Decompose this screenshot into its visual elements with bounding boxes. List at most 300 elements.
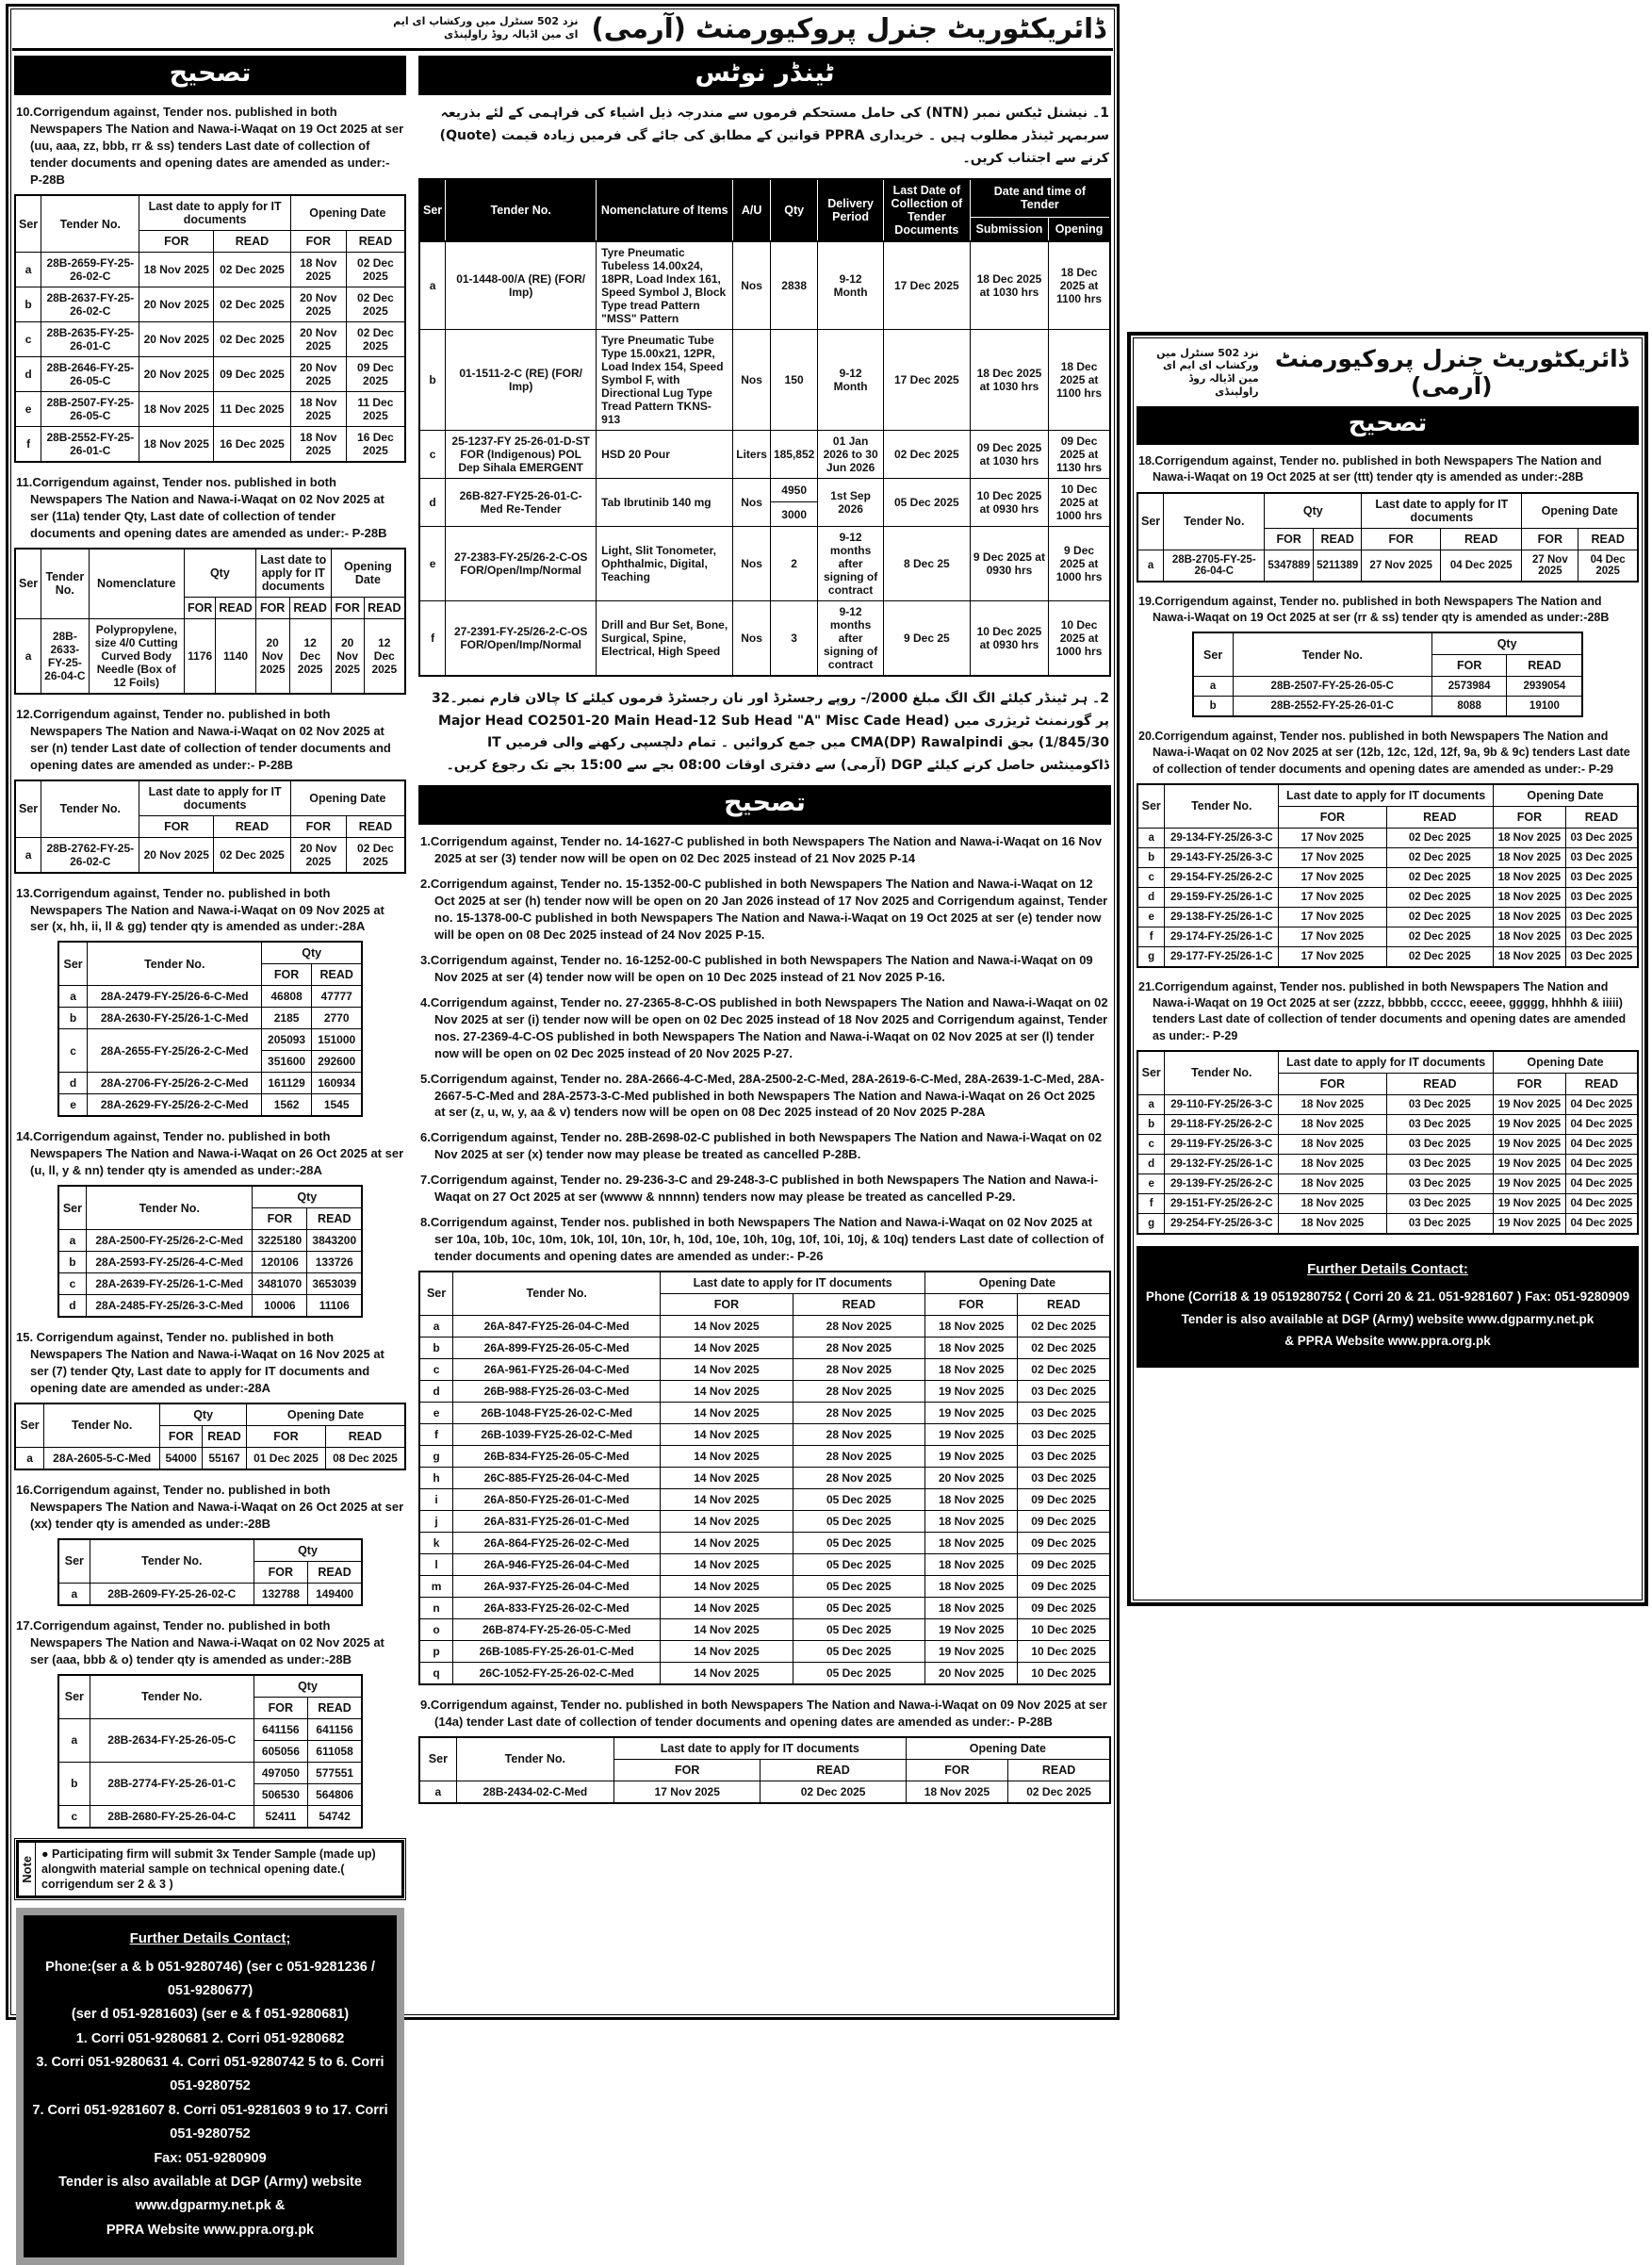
- table-cell: 29-139-FY-25/26-2-C: [1165, 1174, 1279, 1193]
- column-header: Opening Date: [247, 1403, 405, 1426]
- column-header: Submission: [970, 217, 1048, 240]
- table-cell: 19 Nov 2025: [925, 1445, 1018, 1467]
- table-cell: c: [58, 1273, 87, 1295]
- masthead-right: [1137, 341, 1639, 403]
- column-header: FOR: [1279, 1073, 1386, 1094]
- table-cell: 506530: [254, 1783, 307, 1805]
- column-header: Tender No.: [1233, 632, 1431, 677]
- column-header: Tender No.: [1165, 784, 1279, 829]
- table-cell: f: [1137, 1193, 1165, 1213]
- column-header: FOR: [925, 1293, 1018, 1315]
- table-row: [419, 1553, 1110, 1575]
- column-header: Opening Date: [1494, 1051, 1638, 1074]
- table-cell: 28A-2630-FY-25/26-1-C-Med: [88, 1008, 262, 1029]
- table-cell: g: [1137, 1213, 1165, 1234]
- column-header: FOR: [331, 597, 364, 618]
- table-row: [419, 1575, 1110, 1597]
- tender-notice-banner: ٹینڈر نوٹس: [418, 56, 1111, 95]
- table-cell: 18 Nov 2025: [925, 1532, 1018, 1553]
- table-cell: a: [419, 241, 446, 330]
- table-cell: 26B-1085-FY-25-26-01-C-Med: [453, 1640, 661, 1662]
- table-cell: 2573984: [1431, 677, 1507, 697]
- column-header: READ: [214, 231, 291, 253]
- table-header-row: [1193, 632, 1583, 655]
- table-cell: 185,852: [770, 430, 817, 478]
- table-cell: 29-154-FY-25/26-2-C: [1165, 867, 1279, 887]
- table-row: [419, 1445, 1110, 1467]
- column-header: READ: [793, 1293, 924, 1315]
- table-cell: 28A-2655-FY-25/26-2-C-Med: [88, 1029, 262, 1073]
- corrigendum-16-paragraph: 16.Corrigendum against, Tender no. published in both Newspapers The Nation and Nawa-i-Waqat on 26 Oct 2025 at ser (xx) tender qty is amended as under:-28B: [16, 1482, 404, 1531]
- table-cell: 03 Dec 2025: [1018, 1467, 1110, 1488]
- table-cell: 05 Dec 2025: [793, 1597, 924, 1618]
- table-row: [58, 1073, 362, 1094]
- column-header: Last date to apply for IT documents: [139, 195, 290, 231]
- table-cell: 2838: [770, 241, 817, 330]
- table-cell: 18 Nov 2025: [139, 392, 214, 427]
- column-header: READ: [1565, 806, 1638, 828]
- table-cell: 17 Nov 2025: [1279, 907, 1386, 927]
- contact-line: PPRA Website www.ppra.org.pk: [106, 2222, 315, 2238]
- table-header-row: [58, 942, 362, 964]
- table-cell: 27 Nov 2025: [1522, 550, 1578, 582]
- table-row: [419, 1467, 1110, 1488]
- directorate-title-urdu: ڈائریکٹوریٹ جنرل پروکیورمنٹ (آرمی): [591, 12, 1105, 44]
- table-row: [58, 1295, 362, 1318]
- table-cell: 02 Dec 2025: [1018, 1358, 1110, 1380]
- column-header: Last date to apply for IT documents: [255, 549, 331, 598]
- table-cell: a: [58, 1583, 90, 1605]
- table-cell: 28A-2500-FY-25/26-2-C-Med: [87, 1230, 253, 1252]
- table-header-row: [15, 780, 405, 816]
- table-cell: 03 Dec 2025: [1386, 1154, 1493, 1174]
- table-cell: 26A-864-FY25-26-02-C-Med: [453, 1532, 661, 1553]
- table-cell: 19 Nov 2025: [925, 1640, 1018, 1662]
- table-cell: 03 Dec 2025: [1565, 946, 1638, 967]
- table-cell: 1140: [216, 618, 255, 694]
- table-cell: 9-12 Month: [818, 241, 884, 330]
- table-cell: 9-12 months after signing of contract: [818, 526, 884, 600]
- table-header-row: [1137, 1051, 1638, 1074]
- table-cell: k: [419, 1532, 453, 1553]
- table-cell: 29-132-FY-25/26-1-C: [1165, 1154, 1279, 1174]
- table-cell: l: [419, 1553, 453, 1575]
- table-row: [58, 1029, 362, 1051]
- table-cell: 05 Dec 2025: [793, 1488, 924, 1510]
- table-cell: 09 Dec 2025: [1018, 1575, 1110, 1597]
- corrigendum-11-paragraph: 11.Corrigendum against, Tender nos. published in both Newspapers The Nation and Nawa-i-Waqat on 02 Nov 2025 at ser (11a) tender Qty, Last date of collection of tender documents and opening dates are amended as under:- P-28B: [16, 475, 387, 540]
- table-cell: 205093: [262, 1029, 312, 1051]
- table-row: [419, 1662, 1110, 1684]
- table-cell: 26A-961-FY25-26-04-C-Med: [453, 1358, 661, 1380]
- table-cell: e: [58, 1094, 88, 1117]
- correction-banner-left: تصحیح: [14, 56, 406, 95]
- table-row: [419, 1358, 1110, 1380]
- column-header: FOR: [613, 1759, 761, 1781]
- table-cell: 29-134-FY-25/26-3-C: [1165, 828, 1279, 847]
- column-header: READ: [1008, 1759, 1110, 1781]
- table-cell: 9 Dec 25: [883, 600, 970, 676]
- table-cell: a: [15, 618, 41, 694]
- table-cell: 3225180: [253, 1230, 307, 1252]
- table-header-row: [1137, 784, 1638, 807]
- table-row: [1137, 828, 1638, 847]
- column-header: Ser: [58, 1186, 87, 1230]
- table-cell: 3: [770, 600, 817, 676]
- table-cell: 19 Nov 2025: [1494, 1094, 1566, 1114]
- corrigendum-4-paragraph: 4.Corrigendum against, Tender no. 27-2365-8-C-OS published in both Newspapers The Nation and Nawa-i-Waqat on 02 Nov 2025 at ser (i) tender now will be open on 02 Dec 2025 instead of 18 Nov 2025 and Corrigendum against, Tender nos. 27-2369-4-C-OS published in both Newspapers The Nation and Nawa-i-Waqat on 02 Nov 2025 at ser (l) tender now will be open on 02 Dec 2025 instead of 20 Nov 2025 P-27.: [420, 994, 1108, 1060]
- table-cell: 28A-2593-FY-25/26-4-C-Med: [87, 1252, 253, 1273]
- table-cell: a: [1137, 828, 1165, 847]
- table-cell: 17 Nov 2025: [613, 1781, 761, 1803]
- table-cell: 14 Nov 2025: [661, 1423, 793, 1445]
- column-header: FOR: [254, 1697, 307, 1718]
- column-header: Ser: [58, 942, 88, 986]
- contact-box-right: [1137, 1246, 1639, 1368]
- table-row: [58, 1718, 362, 1740]
- table-cell: 28A-2485-FY-25/26-3-C-Med: [87, 1295, 253, 1318]
- table-cell: 28B-2434-02-C-Med: [456, 1781, 613, 1803]
- table-cell: c: [58, 1029, 88, 1073]
- table-cell: 02 Dec 2025: [214, 287, 291, 322]
- table-cell: 03 Dec 2025: [1018, 1402, 1110, 1423]
- table-cell: 09 Dec 2025: [1018, 1510, 1110, 1532]
- table-cell: 20 Nov 2025: [331, 618, 364, 694]
- table-cell: 09 Dec 2025: [214, 357, 291, 392]
- table-cell: 02 Dec 2025: [1386, 907, 1493, 927]
- table-header-row: [419, 1737, 1110, 1760]
- tender-notice-column: [412, 51, 1113, 1815]
- corrigendum-13-paragraph: 13.Corrigendum against, Tender no. published in both Newspapers The Nation and Nawa-i-Waqat on 09 Nov 2025 at ser (x, hh, ii, ll & gg) tender qty is amended as under:-28A: [16, 885, 384, 934]
- contact-line: Tender is also available at DGP (Army) website www.dgparmy.net.pk: [1181, 1311, 1595, 1326]
- table-cell: e: [15, 392, 41, 427]
- table-cell: 14 Nov 2025: [661, 1467, 793, 1488]
- table-cell: 19100: [1507, 697, 1582, 717]
- table-cell: 02 Dec 2025: [1018, 1315, 1110, 1337]
- table-cell: 14 Nov 2025: [661, 1532, 793, 1553]
- table-cell: m: [419, 1575, 453, 1597]
- table-cell: 54742: [307, 1805, 362, 1828]
- table-row: [15, 837, 405, 873]
- table-cell: 47777: [312, 986, 363, 1008]
- column-header: Tender No.: [41, 549, 89, 619]
- column-header: READ: [1507, 655, 1582, 677]
- corrigendum-2-paragraph: 2.Corrigendum against, Tender no. 15-1352-00-C published in both Newspapers The Nation and Nawa-i-Waqat on 12 Oct 2025 at ser (h) tender now will be open on 20 Jan 2026 instead of 17 Nov 2025 and Corrigendum against, Tender no. 15-1378-00-C published in both Newspapers The Nation and Nawa-i-Waqat on 19 Oct 2025 at ser (e) tender now will be open on 08 Dec 2025 instead of 24 Nov 2025 P-15.: [420, 877, 1108, 943]
- table-cell: 03 Dec 2025: [1565, 887, 1638, 907]
- table-cell: 28 Nov 2025: [793, 1315, 924, 1337]
- table-cell: a: [1193, 677, 1234, 697]
- table-cell: 08 Dec 2025: [325, 1447, 405, 1469]
- column-header: FOR: [184, 597, 215, 618]
- table-cell: 04 Dec 2025: [1565, 1114, 1638, 1134]
- column-header: Ser: [419, 1737, 456, 1781]
- table-cell: e: [419, 526, 446, 600]
- column-header: Tender No.: [453, 1272, 661, 1316]
- column-header: Qty: [253, 1186, 362, 1208]
- corrigendum-17-paragraph: 17.Corrigendum against, Tender no. published in both Newspapers The Nation and Nawa-i-Waqat on 02 Nov 2025 at ser (aaa, bbb & o) tender qty is amended as under:-28B: [16, 1617, 384, 1666]
- table-row: [15, 392, 405, 427]
- table-cell: 17 Dec 2025: [883, 329, 970, 430]
- table-cell: 27-2383-FY-25/26-2-C-OS FOR/Open/Imp/Normal: [446, 526, 597, 600]
- table-cell: 28B-2762-FY-25-26-02-C: [41, 837, 139, 873]
- table-cell: 28B-2637-FY-25-26-02-C: [41, 287, 139, 322]
- column-header: FOR: [139, 815, 214, 837]
- table-cell: 28B-2507-FY-25-26-05-C: [41, 392, 139, 427]
- corrigendum-14-paragraph: 14.Corrigendum against, Tender no. published in both Newspapers The Nation and Nawa-i-Waqat on 26 Oct 2025 at ser (u, ll, y & nn) tender qty is amended as under:-28A: [16, 1129, 404, 1178]
- column-header: Opening Date: [906, 1737, 1110, 1760]
- table-header-row: [15, 549, 405, 598]
- table-cell: 03 Dec 2025: [1386, 1134, 1493, 1154]
- table-cell: 10 Dec 2025: [1018, 1640, 1110, 1662]
- column-header: Ser: [419, 1272, 453, 1316]
- column-header: FOR: [247, 1425, 326, 1447]
- table-cell: 02 Dec 2025: [214, 322, 291, 357]
- table-cell: 25-1237-FY 25-26-01-D-ST FOR (Indigenous) POL Dep Sihala EMERGENT: [446, 430, 597, 478]
- table-cell: 20 Nov 2025: [290, 322, 346, 357]
- table-cell: 26B-874-FY-25-26-05-C-Med: [453, 1618, 661, 1640]
- table-cell: 2: [770, 526, 817, 600]
- table-cell: 02 Dec 2025: [1008, 1781, 1110, 1803]
- table-cell: 03 Dec 2025: [1565, 927, 1638, 946]
- column-header: Ser: [15, 1403, 44, 1448]
- column-header: FOR: [1494, 806, 1566, 828]
- corrigendum-3-paragraph: 3.Corrigendum against, Tender no. 16-1252-00-C published in both Newspapers The Nation and Nawa-i-Waqat on 09 Nov 2025 at ser (4) tender now will be open on 10 Dec 2025 instead of 21 Nov 2025 P-16.: [420, 952, 1093, 984]
- corrigendum-21-paragraph: 21.Corrigendum against, Tender nos. published in both Newspapers The Nation and Nawa-i-Waqat on 19 Oct 2025 at ser (zzzz, bbbbb, ccccc, eeeee, ggggg, hhhhh & iiiii) tenders Last date of collection of tender documents and opening dates are amended as under:- P-29: [1138, 979, 1627, 1042]
- table-cell: 18 Nov 2025: [1279, 1154, 1386, 1174]
- table-row: [1137, 1094, 1638, 1114]
- contact-line: (ser d 051-9281603) (ser e & f 051-9280681): [71, 2007, 350, 2023]
- table-cell: 18 Nov 2025: [139, 427, 214, 463]
- table-cell: 20 Nov 2025: [925, 1662, 1018, 1684]
- contact-line: Tender is also available at DGP (Army) website www.dgparmy.net.pk &: [58, 2174, 362, 2214]
- column-header: Qty: [254, 1539, 362, 1562]
- table-cell: 02 Dec 2025: [346, 837, 405, 873]
- table-cell: Nos: [733, 478, 771, 526]
- table-row: [58, 1008, 362, 1029]
- column-header: FOR: [1362, 528, 1441, 550]
- table-row: [1193, 697, 1583, 717]
- table-cell: 46808: [262, 986, 312, 1008]
- corrigendum-15-paragraph: 15. Corrigendum against, Tender no. published in both Newspapers The Nation and Nawa-i-Waqat on 16 Nov 2025 at ser (7) tender Qty, Last date to apply for IT documents and opening date are amended as under:-28A: [16, 1330, 384, 1396]
- corrigendum-7-paragraph: 7.Corrigendum against, Tender no. 29-236-3-C and 29-248-3-C published in both Newspapers The Nation and Nawa-i-Waqat on 27 Oct 2025 at ser (wwww & nnnnn) tenders now may please be treated as cancelled P-29.: [420, 1173, 1099, 1205]
- table-cell: 20 Nov 2025: [290, 837, 346, 873]
- table-cell: 29-138-FY-25/26-1-C: [1165, 907, 1279, 927]
- table-row: [419, 1315, 1110, 1337]
- column-header: Ser: [1137, 784, 1165, 829]
- column-header: Tender No.: [1164, 493, 1265, 550]
- table-cell: 28B-2552-FY-25-26-01-C: [1233, 697, 1431, 717]
- column-header: READ: [1578, 528, 1638, 550]
- table-cell: 28A-2639-FY-25/26-1-C-Med: [87, 1273, 253, 1295]
- table-cell: 18 Nov 2025: [1279, 1213, 1386, 1234]
- table-cell: 18 Nov 2025: [290, 427, 346, 463]
- column-header: Qty: [160, 1403, 247, 1426]
- table-row: [58, 1273, 362, 1295]
- corrigendum-10-paragraph: 10.Corrigendum against, Tender nos. published in both Newspapers The Nation and Nawa-i-Waqat on 19 Oct 2025 at ser (uu, aaa, zz, bbb, rr & ss) tenders Last date of collection of tender documents and opening dates are amended as under:- P-28B: [16, 105, 404, 188]
- column-header: READ: [346, 231, 405, 253]
- table-cell: 26C-1052-FY-25-26-02-C-Med: [453, 1662, 661, 1684]
- column-header: Tender No.: [446, 179, 597, 241]
- column-header: Qty: [1265, 493, 1362, 529]
- table-cell: a: [419, 1315, 453, 1337]
- table-cell: 28B-2635-FY-25-26-01-C: [41, 322, 139, 357]
- table-cell: Tyre Pneumatic Tube Type 15.00x21, 12PR, Load Index 154, Speed Symbol F, with Directional Lug Type Tread Pattern TKNS-913: [597, 329, 733, 430]
- table-header-row: [58, 1675, 362, 1698]
- table-cell: 02 Dec 2025: [346, 322, 405, 357]
- table-cell: p: [419, 1640, 453, 1662]
- table-cell: 02 Dec 2025: [1386, 847, 1493, 867]
- table-cell: 3481070: [253, 1273, 307, 1295]
- table-cell: Light, Slit Tonometer, Ophthalmic, Digital, Teaching: [597, 526, 733, 600]
- column-header: Ser: [1137, 1051, 1165, 1095]
- table-cell: i: [419, 1488, 453, 1510]
- table-cell: 26A-833-FY25-26-02-C-Med: [453, 1597, 661, 1618]
- column-header: Tender No.: [87, 1186, 253, 1230]
- column-header: Last date to apply for IT documents: [661, 1272, 925, 1294]
- table-cell: 292600: [312, 1051, 363, 1073]
- table-cell: 605056: [254, 1740, 307, 1762]
- column-header: FOR: [1431, 655, 1507, 677]
- column-header: FOR: [253, 1208, 307, 1230]
- table-cell: 17 Nov 2025: [1279, 828, 1386, 847]
- table-cell: 28A-2706-FY-25/26-2-C-Med: [88, 1073, 262, 1094]
- corrigendum-20-paragraph: 20.Corrigendum against, Tender nos. published in both Newspapers The Nation and Nawa-i-Waqat on 02 Nov 2025 at ser (12b, 12c, 12d, 12f, 9a, 9b & 9c) tenders Last date of collection of tender documents and opening dates are amended as under:- P-29: [1138, 730, 1630, 776]
- table-cell: 132788: [254, 1583, 307, 1605]
- corrigendum-9-table: [418, 1736, 1111, 1804]
- table-row: [419, 1337, 1110, 1358]
- table-cell: 03 Dec 2025: [1386, 1094, 1493, 1114]
- table-cell: 02 Dec 2025: [346, 253, 405, 287]
- table-cell: 02 Dec 2025: [883, 430, 970, 478]
- table-cell: 8088: [1431, 697, 1507, 717]
- table-cell: 14 Nov 2025: [661, 1445, 793, 1467]
- table-cell: 1176: [184, 618, 215, 694]
- table-cell: 20 Nov 2025: [925, 1467, 1018, 1488]
- corrigendum-14-table: [57, 1185, 363, 1318]
- table-cell: Nos: [733, 329, 771, 430]
- table-row: [1137, 887, 1638, 907]
- column-header: READ: [289, 597, 331, 618]
- table-cell: 03 Dec 2025: [1565, 828, 1638, 847]
- table-cell: 17 Nov 2025: [1279, 847, 1386, 867]
- table-cell: 20 Nov 2025: [139, 357, 214, 392]
- corrigendum-9-paragraph: 9.Corrigendum against, Tender no. published in both Newspapers The Nation and Nawa-i-Waqat on 09 Nov 2025 at ser (14a) tender Last date of collection of tender documents and opening dates are amended as under:- P-28B: [420, 1697, 1107, 1729]
- table-cell: 2939054: [1507, 677, 1582, 697]
- correction-banner-middle: تصحیح: [418, 785, 1111, 825]
- table-cell: 18 Nov 2025: [925, 1337, 1018, 1358]
- table-cell: 27 Nov 2025: [1362, 550, 1441, 582]
- column-header: Opening Date: [290, 780, 405, 816]
- table-cell: 18 Dec 2025 at 1100 hrs: [1049, 329, 1110, 430]
- table-cell: 26A-850-FY25-26-01-C-Med: [453, 1488, 661, 1510]
- table-cell: e: [1137, 907, 1165, 927]
- table-cell: 9 Dec 2025 at 0930 hrs: [970, 526, 1048, 600]
- contact-line: Phone (Corri18 & 19 0519280752 ( Corri 20 & 21. 051-9281607 ) Fax: 051-9280909: [1145, 1289, 1630, 1305]
- corrigendum-18-table: [1137, 492, 1639, 583]
- table-cell: 04 Dec 2025: [1565, 1213, 1638, 1234]
- corrigendum-6-paragraph: 6.Corrigendum against, Tender no. 28B-2698-02-C published in both Newspapers The Nation and Nawa-i-Waqat on 02 Nov 2025 at ser (x) tender now may please be treated as cancelled P-28B.: [420, 1130, 1103, 1162]
- table-cell: 05 Dec 2025: [793, 1510, 924, 1532]
- column-header: FOR: [661, 1293, 793, 1315]
- note-label: Note: [19, 1843, 36, 1896]
- table-cell: 133726: [307, 1252, 362, 1273]
- table-cell: 09 Dec 2025: [346, 357, 405, 392]
- table-row: [58, 1252, 362, 1273]
- main-notice-box: [6, 4, 1120, 2238]
- column-header: FOR: [255, 597, 289, 618]
- column-header: Qty: [262, 942, 363, 964]
- column-header: READ: [1565, 1073, 1638, 1094]
- table-cell: g: [1137, 946, 1165, 967]
- table-cell: a: [1137, 1094, 1165, 1114]
- table-cell: c: [1137, 867, 1165, 887]
- table-cell: 3843200: [307, 1230, 362, 1252]
- table-cell: 19 Nov 2025: [1494, 1193, 1566, 1213]
- table-row: [15, 1447, 405, 1469]
- contact-line: 3. Corri 051-9280631 4. Corri 051-9280742 5 to 6. Corri 051-9280752: [36, 2055, 384, 2094]
- table-cell: Tyre Pneumatic Tubeless 14.00x24, 18PR, Load Index 161, Speed Symbol J, Block Type tread Pattern "MSS" Pattern: [597, 241, 733, 330]
- table-cell: 26B-827-FY25-26-01-C-Med Re-Tender: [446, 478, 597, 526]
- table-cell: 03 Dec 2025: [1565, 847, 1638, 867]
- table-cell: 28 Nov 2025: [793, 1358, 924, 1380]
- table-cell: 3653039: [307, 1273, 362, 1295]
- table-cell: 18 Nov 2025: [139, 253, 214, 287]
- table-cell: 18 Nov 2025: [925, 1553, 1018, 1575]
- table-cell: 54000: [160, 1447, 203, 1469]
- table-cell: c: [419, 430, 446, 478]
- table-cell: 01 Jan 2026 to 30 Jun 2026: [818, 430, 884, 478]
- table-cell: 28 Nov 2025: [793, 1380, 924, 1402]
- corrigendum-17-table: [57, 1674, 363, 1829]
- table-cell: 28A-2605-5-C-Med: [44, 1447, 160, 1469]
- table-cell: 28 Nov 2025: [793, 1402, 924, 1423]
- contact-line: 1. Corri 051-9280681 2. Corri 051-9280682: [75, 2030, 345, 2046]
- column-header: Opening Date: [1494, 784, 1638, 807]
- table-cell: 04 Dec 2025: [1441, 550, 1522, 582]
- table-cell: 02 Dec 2025: [1386, 887, 1493, 907]
- table-cell: 28B-2552-FY-25-26-01-C: [41, 427, 139, 463]
- table-cell: 26A-937-FY25-26-04-C-Med: [453, 1575, 661, 1597]
- main-tender-table: [418, 178, 1111, 677]
- column-header: Ser: [419, 179, 446, 241]
- table-cell: 29-118-FY-25/26-2-C: [1165, 1114, 1279, 1134]
- table-cell: c: [58, 1805, 90, 1828]
- table-row: [419, 1423, 1110, 1445]
- table-cell: 04 Dec 2025: [1565, 1094, 1638, 1114]
- column-header: READ: [1386, 1073, 1493, 1094]
- contact-box-left: [24, 1915, 397, 2257]
- column-header: Ser: [15, 549, 41, 619]
- column-header: Ser: [1137, 493, 1164, 550]
- column-header: READ: [346, 815, 405, 837]
- table-cell: 02 Dec 2025: [214, 837, 291, 873]
- table-cell: 03 Dec 2025: [1386, 1193, 1493, 1213]
- table-cell: 28B-2705-FY-25-26-04-C: [1164, 550, 1265, 582]
- column-header: READ: [216, 597, 255, 618]
- column-header: Tender No.: [1165, 1051, 1279, 1095]
- table-cell: 29-151-FY-25/26-2-C: [1165, 1193, 1279, 1213]
- table-cell: 26B-1048-FY25-26-02-C-Med: [453, 1402, 661, 1423]
- table-cell: g: [419, 1445, 453, 1467]
- table-cell: 12 Dec 2025: [289, 618, 331, 694]
- table-cell: 641156: [254, 1718, 307, 1740]
- directorate-title-urdu-right: ڈائریکٹوریٹ جنرل پروکیورمنٹ (آرمی): [1274, 345, 1628, 400]
- corrigendum-12-table: [14, 780, 406, 874]
- column-header: FOR: [1494, 1073, 1566, 1094]
- table-cell: 17 Dec 2025: [883, 241, 970, 330]
- table-row: [419, 1488, 1110, 1510]
- table-cell: 19 Nov 2025: [1494, 1174, 1566, 1193]
